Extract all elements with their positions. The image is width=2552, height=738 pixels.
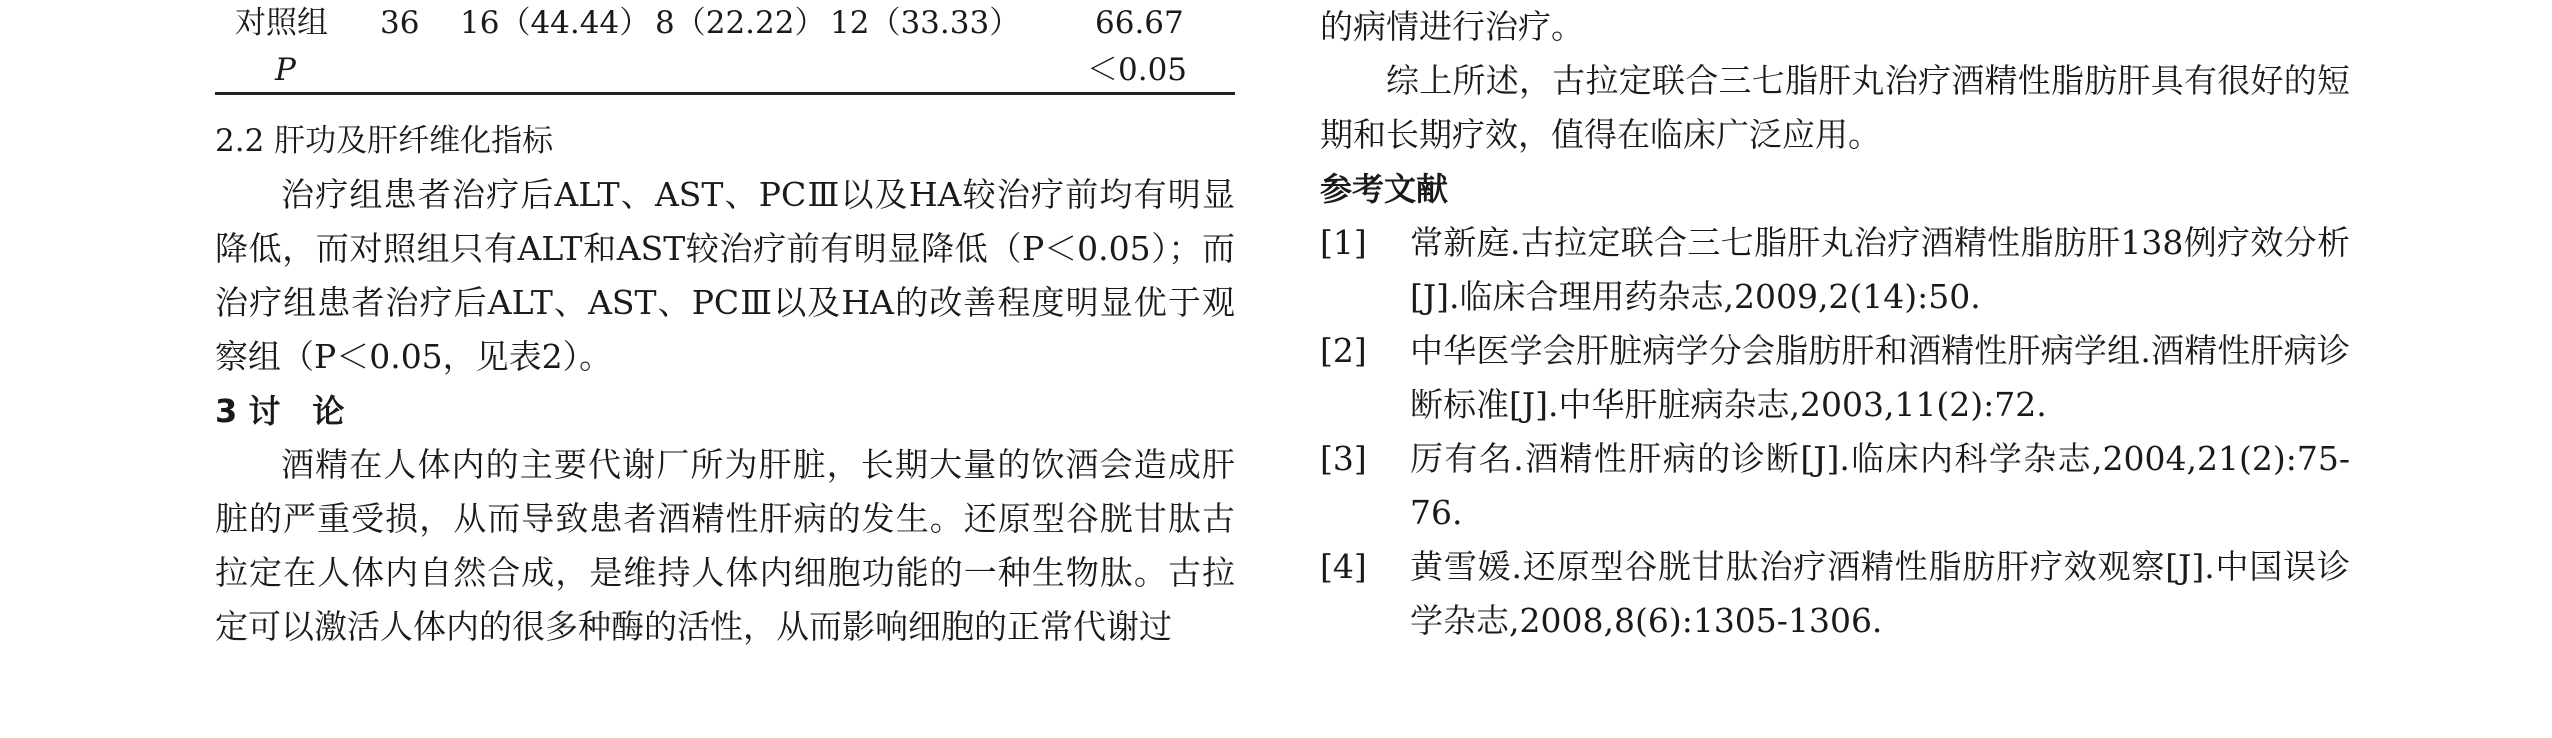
table-bottom-rule <box>215 92 1235 95</box>
table-cell-p-label: P <box>275 52 296 88</box>
conclusion-paragraph: 综上所述，古拉定联合三七脂肝丸治疗酒精性脂肪肝具有很好的短期和长期疗效，值得在临床广泛应用。 <box>1320 61 2350 154</box>
section-3-paragraph: 酒精在人体内的主要代谢厂所为肝脏，长期大量的饮酒会造成肝脏的严重受损，从而导致患者酒精性肝病的发生。还原型谷胱甘肽古拉定在人体内自然合成，是维持人体内细胞功能的一种生物肽。古拉定可以激活人体内的很多种酶的活性，从而影响细胞的正常代谢过 <box>215 445 1235 646</box>
reference-text: 常新庭.古拉定联合三七脂肝丸治疗酒精性脂肪肝138例疗效分析[J].临床合理用药杂志,2009,2(14):50. <box>1410 223 2350 316</box>
section-2-2-paragraph: 治疗组患者治疗后ALT、AST、PCⅢ以及HA较治疗前均有明显降低，而对照组只有ALT和AST较治疗前有明显降低（P＜0.05）；而治疗组患者治疗后ALT、AST、PCⅢ以及HA的改善程度明显优于观察组（P＜0.05，见表2）。 <box>215 175 1235 376</box>
continued-paragraph: 的病情进行治疗。 <box>1320 7 1584 46</box>
reference-item <box>1320 324 2350 432</box>
reference-number: [2] <box>1320 331 1367 370</box>
table-cell-c2: 8（22.22） <box>655 5 826 41</box>
table-cell-n: 36 <box>380 5 420 41</box>
table-row-control <box>215 0 1235 47</box>
reference-text: 中华医学会肝脏病学分会脂肪肝和酒精性肝病学组.酒精性肝病诊断标准[J].中华肝脏病杂志,2003,11(2):72. <box>1410 331 2350 424</box>
section-2-2-title: 2.2 肝功及肝纤维化指标 <box>215 123 554 159</box>
reference-number: [4] <box>1320 547 1367 586</box>
reference-text: 厉有名.酒精性肝病的诊断[J].临床内科学杂志,2004,21(2):75-76. <box>1410 439 2350 532</box>
table-tail <box>215 0 1235 100</box>
left-column <box>215 0 1235 654</box>
table-cell-c1: 16（44.44） <box>460 5 651 41</box>
table-row-p <box>215 47 1235 94</box>
right-column <box>1320 0 2350 648</box>
table-cell-group: 对照组 <box>235 5 328 41</box>
reference-list <box>1320 216 2350 648</box>
reference-item <box>1320 540 2350 648</box>
reference-number: [3] <box>1320 439 1367 478</box>
references-title: 参考文献 <box>1320 170 1449 208</box>
table-cell-p-value: ＜0.05 <box>1087 52 1188 88</box>
table-cell-c3: 12（33.33） <box>830 5 1021 41</box>
section-3-title: 3 讨 论 <box>215 392 345 430</box>
reference-item <box>1320 432 2350 540</box>
reference-item <box>1320 216 2350 324</box>
reference-number: [1] <box>1320 223 1367 262</box>
reference-text: 黄雪媛.还原型谷胱甘肽治疗酒精性脂肪肝疗效观察[J].中国误诊学杂志,2008,8(6):1305-1306. <box>1410 547 2350 640</box>
table-cell-rate: 66.67 <box>1095 5 1184 41</box>
